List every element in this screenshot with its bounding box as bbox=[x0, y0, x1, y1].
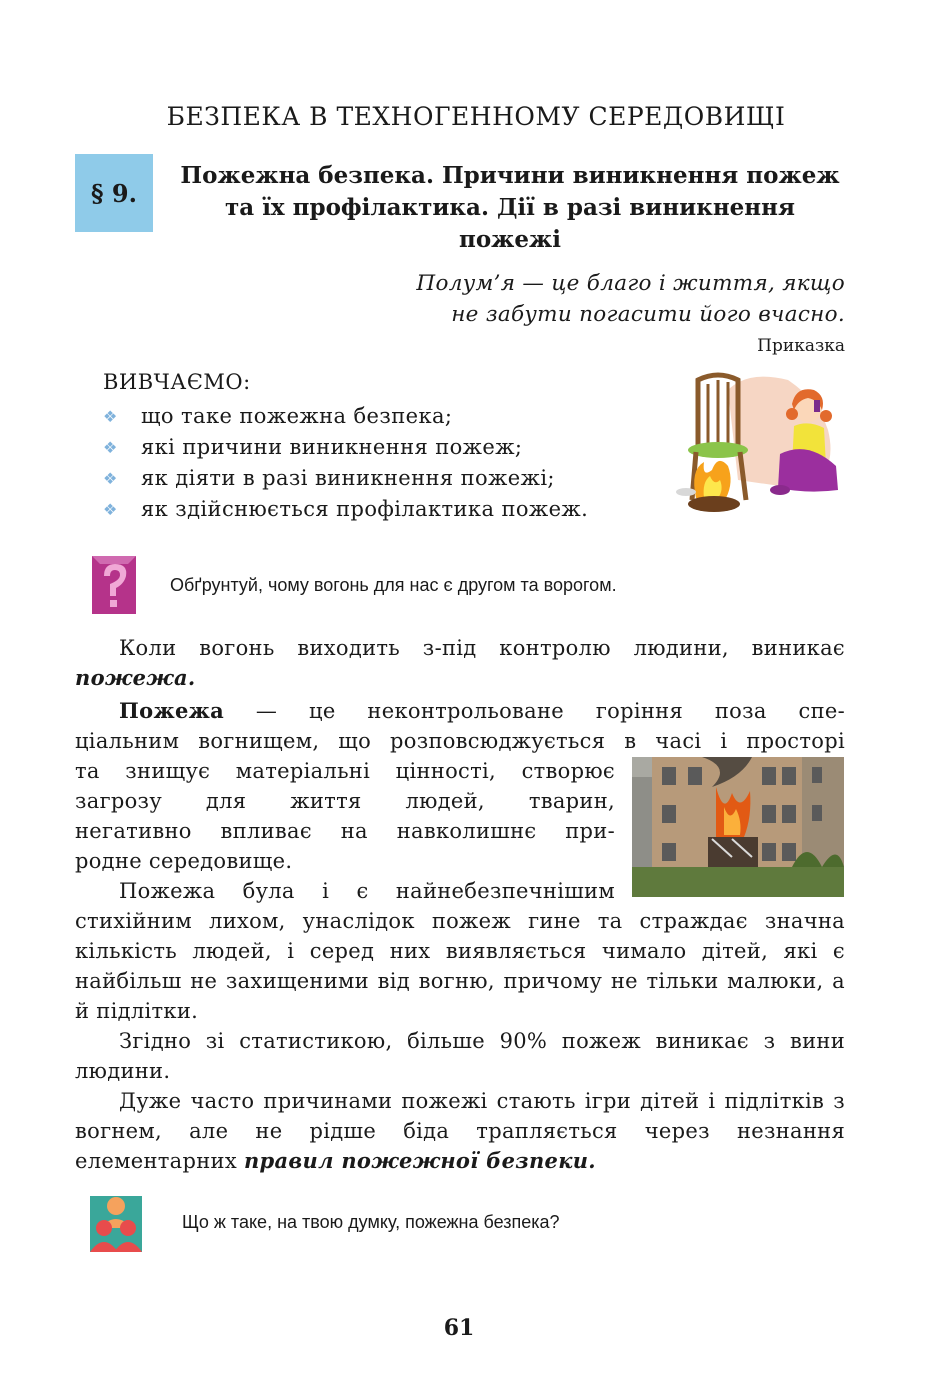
paragraph-line: негативно впливає на навколишнє при- bbox=[75, 819, 615, 843]
burning-building-photo bbox=[632, 757, 844, 897]
paragraph: Коли вогонь виходить з-під контролю людини, виникає пожежа. bbox=[75, 636, 845, 690]
study-list bbox=[103, 401, 588, 525]
heading-line: Пожежна безпека. Причини виникнення пожеж bbox=[180, 162, 840, 189]
paragraph-line: загрозу для життя людей, тварин, bbox=[75, 789, 615, 813]
term-fire-safety-rules: правил пожежної безпеки. bbox=[243, 1148, 596, 1173]
list-item: ❖ як здійснюється профілактика пожеж. bbox=[103, 494, 588, 525]
section-title: БЕЗПЕКА В ТЕХНОГЕННОМУ СЕРЕДОВИЩІ bbox=[166, 102, 786, 131]
study-title: ВИВЧАЄМО: bbox=[103, 370, 251, 394]
epigraph bbox=[245, 268, 845, 330]
heading-line: пожежі bbox=[459, 226, 561, 253]
paragraph: стихійним лихом, унаслідок пожеж гине та страждає значна кількість людей, і серед них виявляється чимало дітей, які є найбільш не захищеними від вогню, причому не тільки малюки, а й підлітки. bbox=[75, 909, 845, 1023]
epigraph-source: Приказка bbox=[757, 336, 845, 356]
diamond-bullet-icon: ❖ bbox=[103, 469, 118, 488]
list-item: ❖ що таке пожежна безпека; bbox=[103, 401, 588, 432]
question-text: Що ж таке, на твою думку, пожежна безпека? bbox=[182, 1212, 560, 1232]
paragraph-line: Пожежа була і є найнебезпечнішим bbox=[119, 879, 615, 903]
paragraph: Згідно зі статистикою, більше 90% пожеж виникає з вини людини. bbox=[75, 1029, 845, 1083]
paragraph-heading bbox=[170, 160, 850, 256]
heading-line: та їх профілактика. Дії в разі виникнення bbox=[225, 194, 795, 221]
group-discussion-icon bbox=[90, 1196, 142, 1252]
question-mark-icon bbox=[88, 554, 140, 616]
diamond-bullet-icon: ❖ bbox=[103, 500, 118, 519]
term-definition: Пожежа bbox=[119, 698, 225, 723]
paragraph-line: ціальним вогнищем, що розповсюджується в часі і просторі bbox=[75, 729, 845, 753]
list-item: ❖ як діяти в разі виникнення пожежі; bbox=[103, 463, 588, 494]
page-number: 61 bbox=[443, 1315, 475, 1341]
epigraph-line: Полум’я — це благо і життя, якщо bbox=[416, 271, 845, 296]
diamond-bullet-icon: ❖ bbox=[103, 407, 118, 426]
girl-phone-fire-illustration bbox=[668, 370, 846, 520]
epigraph-line: не забути погасити його вчасно. bbox=[451, 302, 845, 327]
term-fire: пожежа. bbox=[75, 665, 196, 690]
paragraph-line: Пожежа — це неконтрольоване горіння поза спе- bbox=[119, 698, 845, 723]
list-item: ❖ які причини виникнення пожеж; bbox=[103, 432, 588, 463]
paragraph-number-badge: § 9. bbox=[75, 154, 153, 232]
paragraph-line: родне середовище. bbox=[75, 849, 293, 873]
question-text: Обґрунтуй, чому вогонь для нас є другом та ворогом. bbox=[170, 575, 617, 595]
paragraph-line: та знищує матеріальні цінності, створює bbox=[75, 759, 615, 783]
diamond-bullet-icon: ❖ bbox=[103, 438, 118, 457]
paragraph: Дуже часто причинами пожежі стають ігри дітей і підлітків з вогнем, але не рідше біда трапляється через незнання елементарних правил пожежної безпеки. bbox=[75, 1089, 845, 1173]
